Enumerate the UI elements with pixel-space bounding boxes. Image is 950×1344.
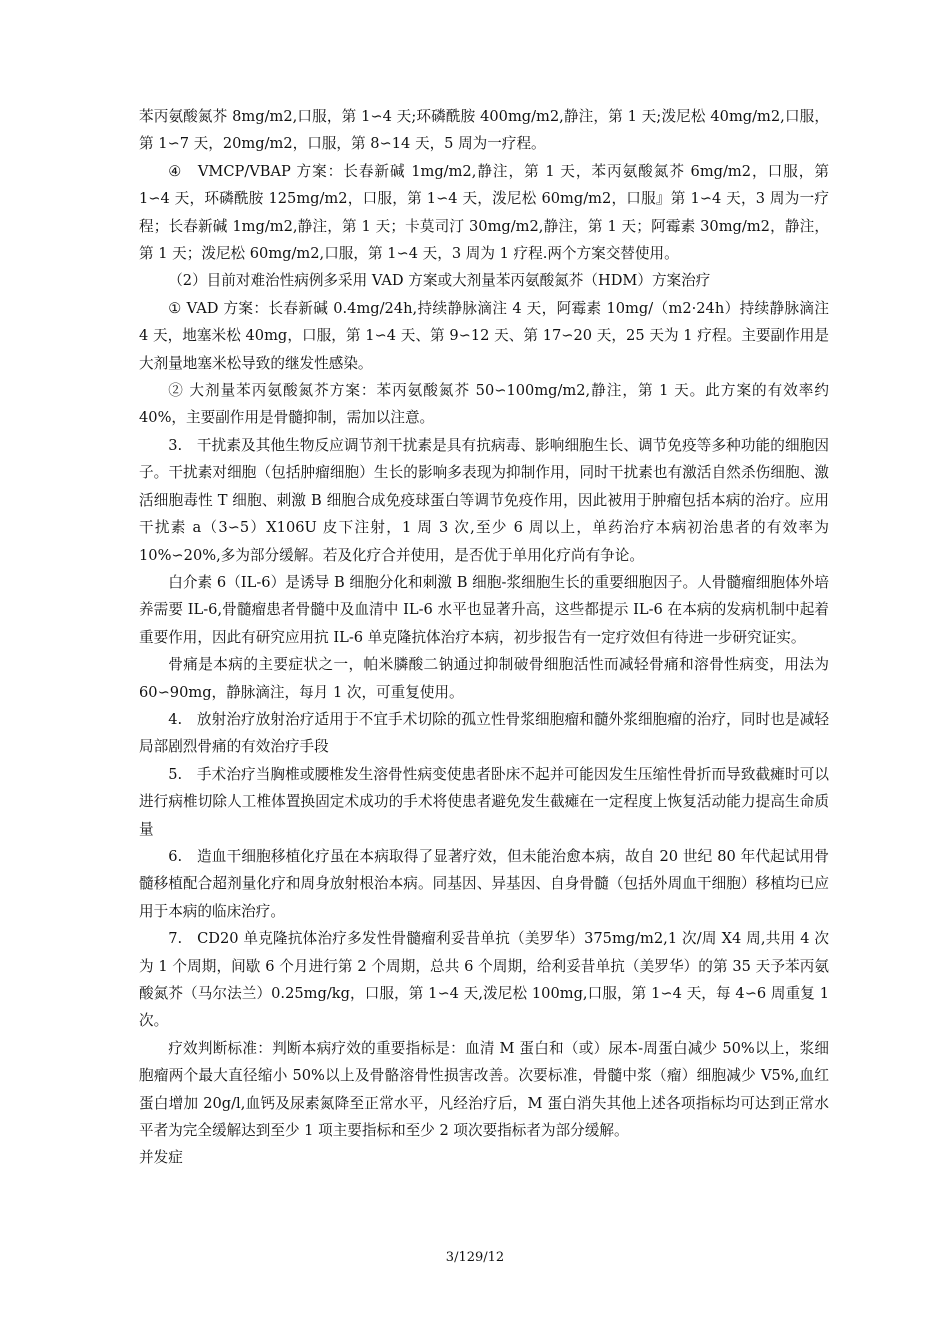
paragraph-hdm-regimen: ② 大剂量苯丙氨酸氮芥方案：苯丙氨酸氮芥 50∽100mg/m2,静注，第 1 天。此方案的有效率约 40%，主要副作用是骨髓抑制，需加以注意。 <box>139 382 829 427</box>
paragraph-efficacy-criteria: 疗效判断标准：判断本病疗效的重要指标是：血清 M 蛋白和（或）尿本-周蛋白减少 50%以上，浆细胞瘤两个最大直径缩小 50%以上及骨骼溶骨性损害改善。次要标准，骨髓中浆（瘤）细胞减少 V5%,血红蛋白增加 20g/l,血钙及尿素氮降至正常水平，凡经治疗后，M 蛋白消失其他上述各项指标均可达到正常水平者为完全缓解达到至少 1 项主要指标和至少 2 项次要指标者为部分缓解。 <box>139 1039 829 1140</box>
paragraph-surgery: 5. 手术治疗当胸椎或腰椎发生溶骨性病变使患者卧床不起并可能因发生压缩性骨折而导致截瘫时可以进行病椎切除人工椎体置换固定术成功的手术将使患者避免发生截瘫在一定程度上恢复活动能力提高生命质量 <box>139 765 829 838</box>
paragraph-stem-cell: 6. 造血干细胞移植化疗虽在本病取得了显著疗效，但未能治愈本病，故自 20 世纪 80 年代起试用骨髓移植配合超剂量化疗和周身放射根治本病。同基因、异基因、自身骨髓（包括外周血干细胞）移植均已应用于本病的临床治疗。 <box>139 847 829 920</box>
paragraph-dosage-continuation: 苯丙氨酸氮芥 8mg/m2,口服，第 1∽4 天;环磷酰胺 400mg/m2,静注，第 1 天;泼尼松 40mg/m2,口服，第 1∽7 天，20mg/m2，口服，第 8∽14 天，5 周为一疗程。 <box>139 108 829 153</box>
paragraph-interferon: 3. 干扰素及其他生物反应调节剂干扰素是具有抗病毒、影响细胞生长、调节免疫等多种功能的细胞因子。干扰素对细胞（包括肿瘤细胞）生长的影响多表现为抑制作用，同时干扰素也有激活自然杀伤细胞、激活细胞毒性 T 细胞、刺激 B 细胞合成免疫球蛋白等调节免疫作用，因此被用于肿瘤包括本病的治疗。应用干扰素 a（3∽5）X106U 皮下注射，1 周 3 次,至少 6 周以上，单药治疗本病初治患者的有效率为 10%∽20%,多为部分缓解。若及化疗合并使用，是否优于单用化疗尚有争论。 <box>139 436 829 564</box>
paragraph-il6: 白介素 6（IL-6）是诱导 B 细胞分化和刺激 B 细胞-浆细胞生长的重要细胞因子。人骨髓瘤细胞体外培养需要 IL-6,骨髓瘤患者骨髓中及血清中 IL-6 水平也显著升高，这些都提示 IL-6 在本病的发病机制中起着重要作用，因此有研究应用抗 IL-6 单克隆抗体治疗本病，初步报告有一定疗效但有待进一步研究证实。 <box>139 573 829 646</box>
paragraph-bone-pain: 骨痛是本病的主要症状之一，帕米膦酸二钠通过抑制破骨细胞活性而减轻骨痛和溶骨性病变，用法为 60∽90mg，静脉滴注，每月 1 次，可重复使用。 <box>139 656 829 701</box>
paragraph-vad-regimen: ① VAD 方案：长春新碱 0.4mg/24h,持续静脉滴注 4 天，阿霉素 10mg/（m2·24h）持续静脉滴注 4 天，地塞米松 40mg，口服，第 1∽4 天、第 9∽12 天、第 17∽20 天，25 天为 1 疗程。主要副作用是大剂量地塞米松导致的继发性感染。 <box>139 299 829 372</box>
paragraph-vmcp-vbap: ④ VMCP/VBAP 方案：长春新碱 1mg/m2,静注，第 1 天，苯丙氨酸氮芥 6mg/m2，口服，第 1∽4 天，环磷酰胺 125mg/m2，口服，第 1∽4 天，泼尼松 60mg/m2，口服』第 1∽4 天，3 周为一疗程；长春新碱 1mg/m2,静注，第 1 天；卡莫司汀 30mg/m2,静注，第 1 天；阿霉素 30mg/m2，静注，第 1 天；泼尼松 60mg/m2,口服，第 1∽4 天，3 周为 1 疗程.两个方案交替使用。 <box>139 162 829 263</box>
section-heading-complications: 并发症 <box>139 1149 183 1167</box>
page-number: 3/129/12 <box>445 1250 505 1265</box>
document-body <box>139 103 829 1172</box>
paragraph-cd20: 7. CD20 单克隆抗体治疗多发性骨髓瘤利妥昔单抗（美罗华）375mg/m2,1 次/周 X4 周,共用 4 次为 1 个周期，间歇 6 个月进行第 2 个周期，总共 6 个周期，给利妥昔单抗（美罗华）的第 35 天予苯丙氨酸氮芥（马尔法兰）0.25mg/kg，口服，第 1∽4 天,泼尼松 100mg,口服，第 1∽4 天，每 4∽6 周重复 1 次。 <box>139 930 829 1030</box>
paragraph-refractory-intro: （2）目前对难治性病例多采用 VAD 方案或大剂量苯丙氨酸氮芥（HDM）方案治疗 <box>168 272 711 290</box>
paragraph-radiotherapy: 4. 放射治疗放射治疗适用于不宜手术切除的孤立性骨浆细胞瘤和髓外浆细胞瘤的治疗，同时也是减轻局部剧烈骨痛的有效治疗手段 <box>139 710 829 756</box>
